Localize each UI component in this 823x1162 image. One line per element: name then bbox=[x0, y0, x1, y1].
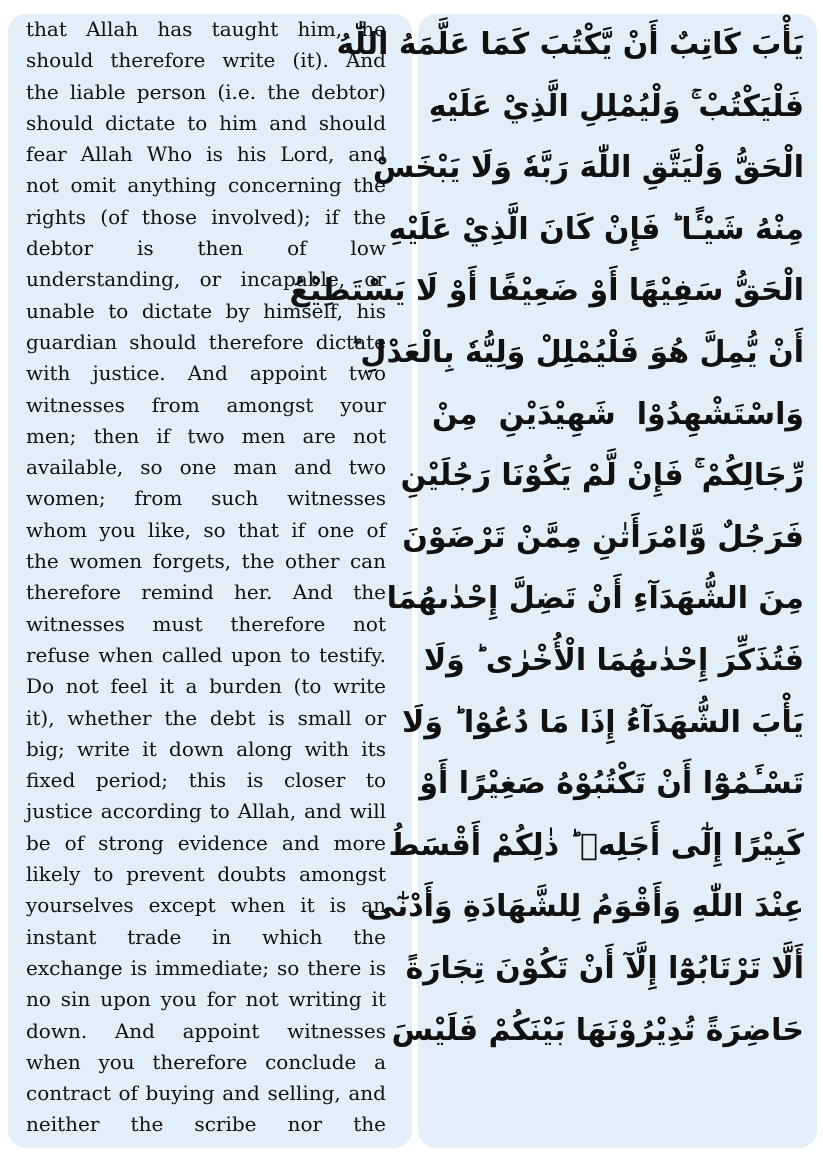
arabic-line: فَتُذَكِّرَ إِحْدٰىهُمَا الْأُخْرٰى ؕ وَلَا bbox=[423, 642, 804, 678]
translation-line: rights (of those involved); if the bbox=[26, 204, 386, 229]
translation-line: the women forgets, the other can bbox=[26, 549, 386, 574]
translation-line: when you therefore conclude a bbox=[26, 1049, 386, 1074]
translation-line: big; write it down along with its bbox=[26, 736, 386, 761]
translation-line: contract of buying and selling, and bbox=[26, 1081, 386, 1106]
translation-line: no sin upon you for not writing it bbox=[26, 987, 386, 1012]
arabic-line: عِنْدَ اللّٰهِ وَأَقْوَمُ لِلشَّهَادَةِ وَأَدْنٰٓى bbox=[366, 889, 804, 925]
translation-line: be of strong evidence and more bbox=[26, 830, 386, 855]
translation-line: that Allah has taught him, he bbox=[26, 17, 386, 41]
translation-line: witnesses must therefore not bbox=[26, 611, 386, 636]
arabic-line: الْحَقُّ سَفِيْهًا أَوْ ضَعِيْفًا أَوْ لَا يَسْتَطِيْعُ bbox=[289, 273, 804, 309]
translation-line: whom you like, so that if one of bbox=[26, 517, 386, 542]
translation-text bbox=[26, 14, 386, 1141]
translation-line: debtor is then of low bbox=[26, 236, 386, 261]
translation-line: down. And appoint witnesses bbox=[26, 1018, 386, 1043]
arabic-line: وَاسْتَشْهِدُوْا شَهِيْدَيْنِ مِنْ bbox=[432, 396, 804, 432]
arabic-line: مِنَ الشُّهَدَآءِ أَنْ تَضِلَّ إِحْدٰىهُمَا bbox=[386, 581, 804, 617]
translation-line: women; from such witnesses bbox=[26, 486, 386, 511]
arabic-line: تَسْـَٔمُوْٓا أَنْ تَكْتُبُوْهُ صَغِيْرًا أَوْ bbox=[419, 766, 804, 802]
translation-line: instant trade in which the bbox=[26, 924, 386, 949]
arabic-line: رِّجَالِكُمْ ۚ فَإِنْ لَّمْ يَكُوْنَا رَجُلَيْنِ bbox=[400, 458, 804, 494]
translation-line: Do not feel it a burden (to write bbox=[26, 674, 386, 699]
translation-line: should dictate to him and should bbox=[26, 110, 386, 135]
translation-line: fixed period; this is closer to bbox=[26, 768, 386, 793]
arabic-line: أَنْ يُّمِلَّ هُوَ فَلْيُمْلِلْ وَلِيُّهٗ بِالْعَدْلِ ؕ bbox=[349, 334, 804, 370]
arabic-line: يَأْبَ الشُّهَدَآءُ إِذَا مَا دُعُوْا ؕ وَلَا bbox=[402, 704, 804, 740]
translation-line: witnesses from amongst your bbox=[26, 392, 386, 417]
translation-line: exchange is immediate; so there is bbox=[26, 955, 386, 980]
translation-line: likely to prevent doubts amongst bbox=[26, 862, 386, 887]
arabic-line: يَأْبَ كَاتِبٌ أَنْ يَّكْتُبَ كَمَا عَلَّمَهُ اللّٰهُ bbox=[336, 27, 804, 62]
translation-line: fear Allah Who is his Lord, and bbox=[26, 142, 386, 167]
translation-line: with justice. And appoint two bbox=[26, 361, 386, 386]
translation-line: the liable person (i.e. the debtor) bbox=[26, 79, 386, 104]
translation-line: available, so one man and two bbox=[26, 455, 386, 480]
arabic-line: فَرَجُلٌ وَّامْرَأَتٰنِ مِمَّنْ تَرْضَوْنَ bbox=[402, 519, 804, 555]
arabic-line: فَلْيَكْتُبْ ۚ وَلْيُمْلِلِ الَّذِيْ عَلَيْهِ bbox=[428, 88, 804, 124]
translation-line: justice according to Allah, and will bbox=[26, 799, 386, 824]
translation-line: yourselves except when it is an bbox=[26, 893, 386, 918]
arabic-line: كَبِيْرًا إِلٰٓى أَجَلِهٖ ؕ ذٰلِكُمْ أَقْسَطُ bbox=[388, 827, 804, 863]
translation-line: unable to dictate by himself, his bbox=[26, 298, 386, 323]
translation-line: it), whether the debt is small or bbox=[26, 705, 386, 730]
arabic-line: حَاضِرَةً تُدِيْرُوْنَهَا بَيْنَكُمْ فَلَيْسَ bbox=[391, 1012, 804, 1048]
translation-line: not omit anything concerning the bbox=[26, 173, 386, 198]
translation-line: men; then if two men are not bbox=[26, 423, 386, 448]
translation-line: should therefore write (it). And bbox=[26, 48, 386, 73]
arabic-line: مِنْهُ شَيْـًٔا ؕ فَإِنْ كَانَ الَّذِيْ عَلَيْهِ bbox=[388, 211, 804, 247]
arabic-line: أَلَّا تَرْتَابُوْٓا إِلَّآ أَنْ تَكُوْنَ تِجَارَةً bbox=[405, 950, 804, 986]
translation-line: refuse when called upon to testify. bbox=[26, 642, 386, 667]
translation-line: guardian should therefore dictate bbox=[26, 329, 386, 354]
translation-line: understanding, or incapable, or bbox=[26, 267, 386, 292]
arabic-line: الْحَقُّ وَلْيَتَّقِ اللّٰهَ رَبَّهٗ وَلَا يَبْخَسْ bbox=[372, 150, 804, 186]
translation-line: neither the scribe nor the bbox=[26, 1112, 386, 1137]
arabic-text bbox=[289, 16, 804, 1063]
translation-line: therefore remind her. And the bbox=[26, 580, 386, 605]
